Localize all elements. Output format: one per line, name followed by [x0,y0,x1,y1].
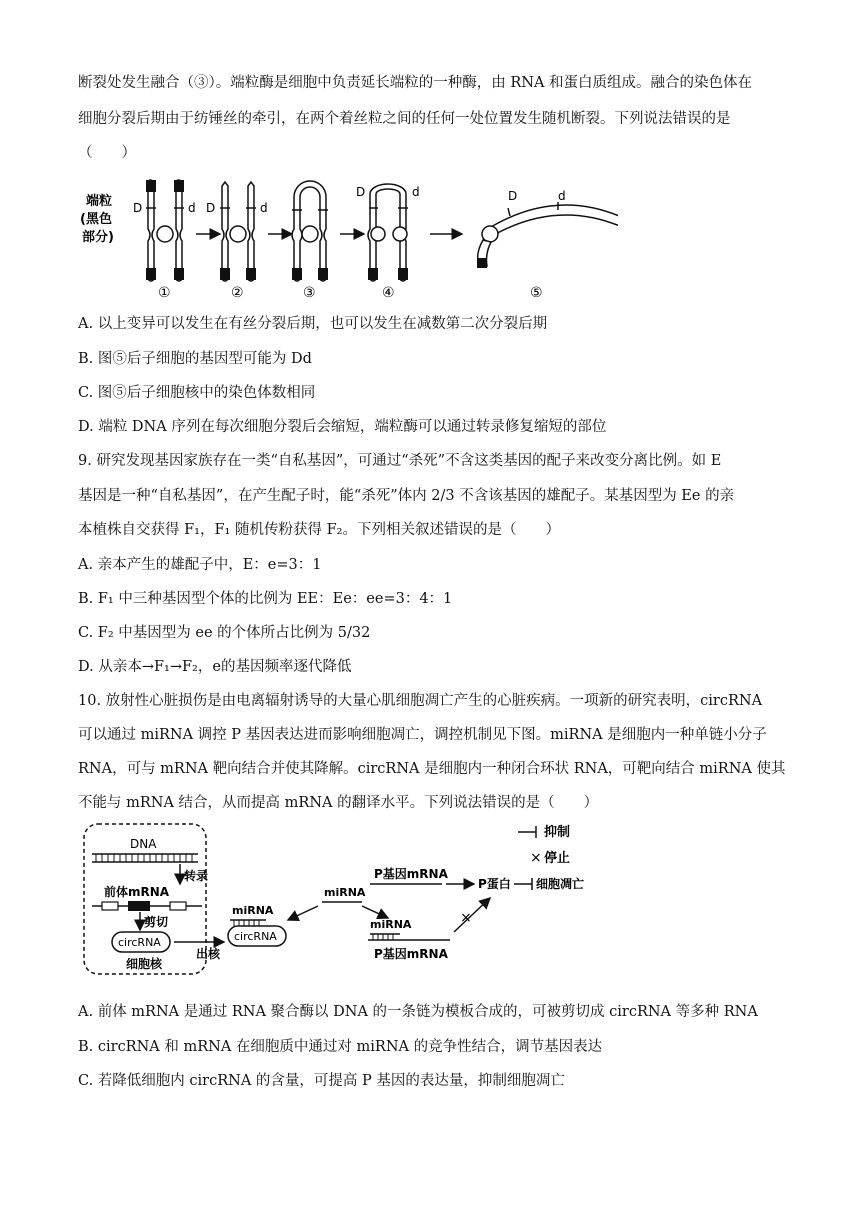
gene-D-label-4: D [356,185,366,199]
legend-stop-mark: × [530,850,542,866]
q9-stem-line-3: 本植株自交获得 F₁，F₁ 随机传粉获得 F₂。下列相关叙述错误的是（ ） [78,522,560,538]
q9-option-c: C. F₂ 中基因型为 ee 的个体所占比例为 5/32 [78,625,371,641]
q10-stem-line-1: 10. 放射性心脏损伤是由电离辐射诱导的大量心肌细胞凋亡产生的心脏疾病。一项新的研究表明，circRNA [78,693,763,709]
q9-option-a: A. 亲本产生的雄配子中，E：e=3：1 [78,557,322,573]
q10-stem-line-2: 可以通过 miRNA 调控 P 基因表达进而影响细胞凋亡，调控机制见下图。miRNA 是细胞内一种单链小分子 [78,727,767,743]
gene-d-label-5: d [558,189,566,203]
q9-option-d: D. 从亲本→F₁→F₂，e的基因频率逐代降低 [78,659,352,675]
mirna-label-circ: miRNA [232,904,274,917]
circrna-label-nucleus: circRNA [118,936,161,949]
q8-option-d: D. 端粒 DNA 序列在每次细胞分裂后会缩短，端粒酶可以通过转录修复缩短的部位 [78,419,607,435]
q8-stem-line-3: （ ） [78,145,136,161]
apoptosis-label: 细胞凋亡 [536,877,585,891]
q10-option-a: A. 前体 mRNA 是通过 RNA 聚合酶以 DNA 的一条链为模板合成的，可被剪切成 circRNA 等多种 RNA [78,1004,758,1020]
mirna-bound-mrna [368,934,450,940]
telomere-label-2: (黑色 [80,212,112,227]
circrna-label-cytoplasm: circRNA [234,930,277,943]
legend-inhibit-label: 抑制 [544,825,571,840]
stage-label-5: ⑤ [530,285,543,300]
mirna-label-bound: miRNA [370,918,412,931]
gene-D-label: D [133,201,143,215]
legend-stop [530,850,570,866]
gene-d-label-2: d [260,201,268,215]
q8-option-a: A. 以上变异可以发生在有丝分裂后期，也可以发生在减数第二次分裂后期 [78,316,548,332]
nucleus-label: 细胞核 [126,957,163,971]
q10-option-b: B. circRNA 和 mRNA 在细胞质中通过对 miRNA 的竞争性结合，调节基因表达 [78,1039,603,1055]
telomere-label-1: 端粒 [86,194,113,209]
stop-mark: × [460,910,472,926]
stage-label-2: ② [231,285,244,300]
splicing-label: 剪切 [144,915,169,929]
mirna-label-free: miRNA [324,886,366,899]
q9-option-b: B. F₁ 中三种基因型个体的比例为 EE：Ee：ee=3：4：1 [78,591,453,607]
legend-inhibit [518,824,570,840]
chromosome-stage-5 [477,189,618,268]
telomere-label-3: 部分) [82,230,114,245]
stage-label-1: ① [158,285,171,300]
stage-label-3: ③ [303,285,316,300]
dna-label: DNA [130,837,157,851]
gene-D-label-5: D [508,189,518,203]
q8-stem-line-1: 断裂处发生融合（③）。端粒酶是细胞中负责延长端粒的一种酶，由 RNA 和蛋白质组成。融合的染色体在 [78,75,753,91]
stage-label-4: ④ [382,285,395,300]
legend-stop-label: 停止 [544,851,571,866]
transcription-label: 转录 [184,869,209,883]
gene-d-label: d [188,201,196,215]
mirna-bound-circrna [230,920,266,926]
dna-double-strand [92,854,198,862]
q9-stem-line-2: 基因是一种“自私基因”，在产生配子时，能“杀死”体内 2/3 不含该基因的雄配子。某基因型为 Ee 的亲 [78,488,735,504]
gene-D-label-2: D [206,201,216,215]
q8-stem-line-2: 细胞分裂后期由于纺锤丝的牵引，在两个着丝粒之间的任何一处位置发生随机断裂。下列说法错误的是 [78,111,731,127]
p-protein-label: P蛋白 [478,877,511,891]
p-gene-mrna-label-top: P基因mRNA [374,867,448,881]
q9-stem-line-1: 9. 研究发现基因家族存在一类“自私基因”，可通过“杀死”不含这类基因的配子来改变分离比例。如 E [78,453,722,469]
q10-stem-line-3: RNA，可与 mRNA 靶向结合并使其降解。circRNA 是细胞内一种闭合环状 RNA，可靶向结合 miRNA 使其 [78,761,786,777]
export-label: 出核 [196,947,221,961]
chromosome-stage-3 [292,181,328,281]
pre-mrna-strand [92,901,202,911]
chromosome-stage-2 [206,182,268,281]
circrna-regulation-figure [78,818,638,982]
chromosome-fusion-figure [78,170,618,300]
chromosome-stage-1 [133,180,196,281]
q10-stem-line-4: 不能与 mRNA 结合，从而提高 mRNA 的翻译水平。下列说法错误的是（ ） [78,795,599,811]
q8-option-b: B. 图⑤后子细胞的基因型可能为 Dd [78,351,312,367]
q8-option-c: C. 图⑤后子细胞核中的染色体数相同 [78,385,316,401]
q10-option-c: C. 若降低细胞内 circRNA 的含量，可提高 P 基因的表达量，抑制细胞凋亡 [78,1073,565,1089]
pre-mrna-label: 前体mRNA [104,885,170,899]
p-gene-mrna-label-bottom: P基因mRNA [374,947,448,961]
chromosome-stage-4 [356,184,420,281]
gene-d-label-4: d [412,185,420,199]
